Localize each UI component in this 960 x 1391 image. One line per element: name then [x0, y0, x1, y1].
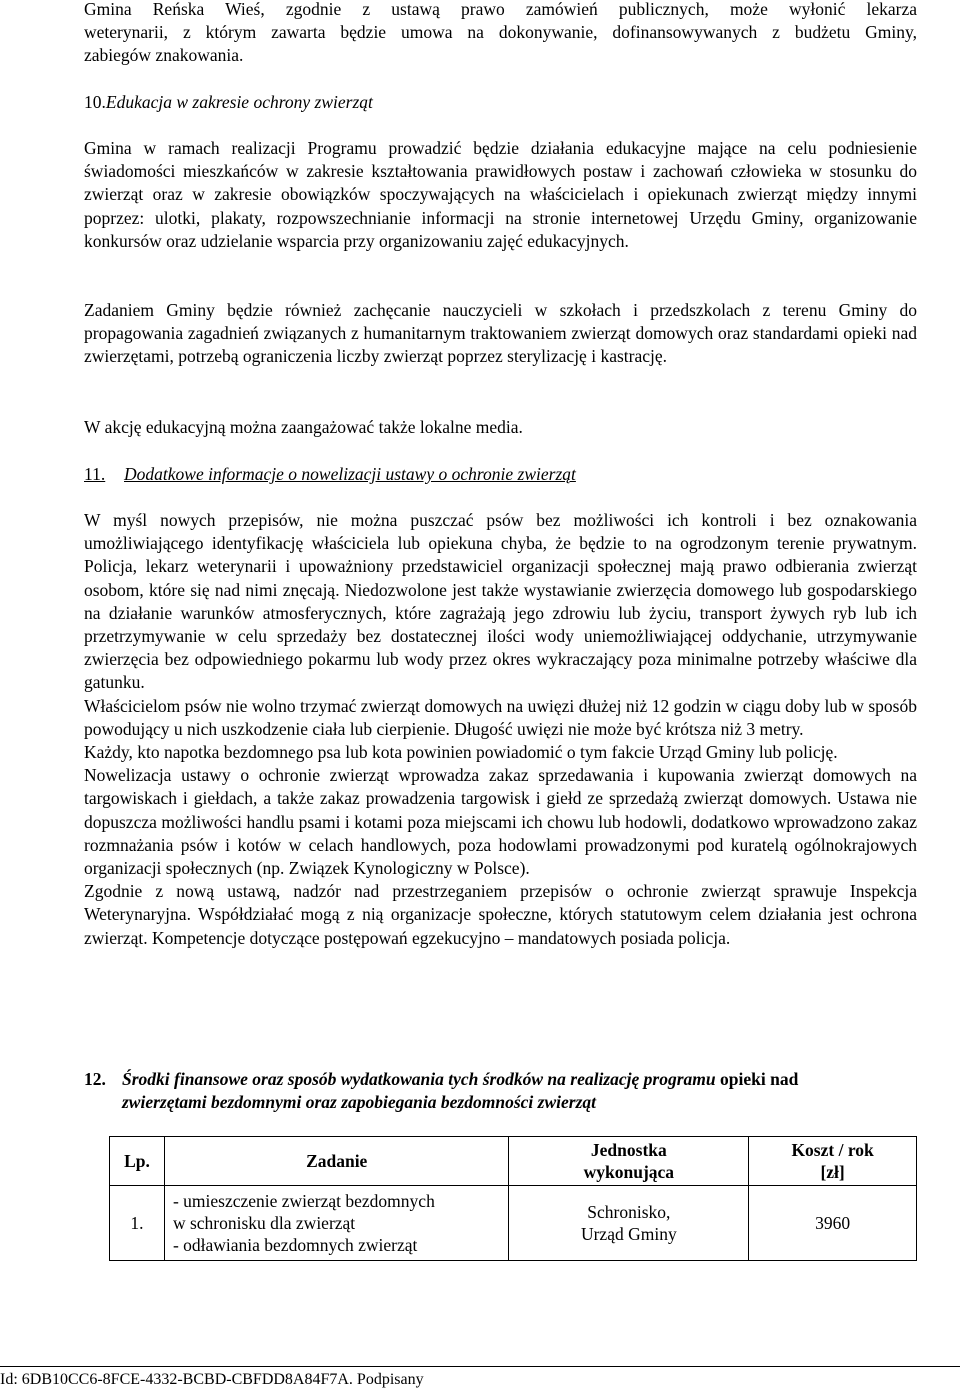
section-10-paragraph-3: W akcję edukacyjną można zaangażować także lokalne media. [84, 417, 523, 437]
footer-signature-id: Id: 6DB10CC6-8FCE-4332-BCBD-CBFDD8A84F7A. Podpisany [0, 1371, 424, 1388]
row-unit-line-1: Schronisko, [587, 1202, 671, 1222]
table-row [110, 1186, 917, 1261]
row-task-line-1: - umieszczenie zwierząt bezdomnych [172, 1191, 435, 1211]
row-lp: 1. [110, 1186, 165, 1261]
section-11-paragraph-1: W myśl nowych przepisów, nie można puszczać psów bez możliwości ich kontroli i bez oznakowania umożliwiającego identyfikację właściciela lub opiekuna chyba, że będzie to na ogrodzonym terenie prywatnym. Policja, lekarz weterynarii i upoważniony przedstawiciel organizacji społecznej mają prawo odbierania zwierząt osobom, które się nad nimi znęcają. Niedozwolone jest także wystawianie zwierzęcia domowego lub gospodarskiego na działanie warunków atmosferycznych, które zagrażają jego zdrowiu lub życiu, transport żywych ryb lub ich przetrzymywanie w celu sprzedaży bez dostatecznej ilości wody uniemożliwiającej oddychanie, utrzymywanie zwierzęcia bez odpowiedniego pokarmu lub wody przez okres wykraczający poza minimalne potrzeby właściwe dla gatunku. [84, 510, 917, 693]
section-11-paragraph-5: Zgodnie z nową ustawą, nadzór nad przestrzeganiem przepisów o ochronie zwierząt sprawuje Inspekcja Weterynaryjna. Współdziałać mogą z nią organizacje społeczne, których statutowym celem działania jest ochrona zwierząt. Kompetencje dotyczące postępowań egzekucyjno – mandatowych posiada policja. [84, 881, 917, 948]
section-11-paragraph-3: Każdy, kto napotka bezdomnego psa lub kota powinien powiadomić o tym fakcie Urząd Gminy lub policję. [84, 742, 838, 763]
section-12-number: 12. [84, 1069, 106, 1089]
section-10-title: Edukacja w zakresie ochrony zwierząt [105, 92, 373, 112]
section-12-title-italic: Środki finansowe oraz sposób wydatkowania tych środków na realizację programu [122, 1069, 716, 1089]
footer-divider [0, 1366, 960, 1367]
section-11-paragraph-4: Nowelizacja ustawy o ochronie zwierząt wprowadza zakaz sprzedawania i kupowania zwierząt domowych na targowiskach i giełdach, a także zakaz prowadzenia targowisk i giełd ze sprzedażą zwierząt domowych. Ustawa nie dopuszcza możliwości handlu psami i kotami poza miejscami ich chowu lub hodowli, dodatkowo wprowadzono zakaz rozmnażania psów i kotów w celach handlowych, poza hodowlami prowadzonymi pod kuratelą ogólnokrajowych organizacji społecznych (np. Związek Kynologiczny w Polsce). [84, 765, 917, 879]
header-jednostka-line-1: Jednostka [590, 1140, 667, 1160]
row-unit [509, 1186, 749, 1261]
section-10-number: 10. [84, 92, 106, 112]
header-koszt-line-1: Koszt / rok [791, 1140, 874, 1160]
header-koszt-line-2: [zł] [820, 1162, 845, 1182]
row-task [164, 1186, 509, 1261]
budget-table [109, 1136, 917, 1261]
header-lp: Lp. [110, 1137, 165, 1186]
section-11-title: Dodatkowe informacje o nowelizacji ustawy o ochronie zwierząt [124, 464, 576, 484]
header-zadanie: Zadanie [164, 1137, 509, 1186]
intro-line-3: zabiegów znakowania. [84, 45, 244, 66]
section-12-title-plain: opieki nad [715, 1069, 799, 1089]
row-task-line-3: - odławiania bezdomnych zwierząt [172, 1235, 418, 1255]
row-cost: 3960 [749, 1186, 917, 1261]
row-task-line-2: w schronisku dla zwierząt [172, 1213, 356, 1233]
row-unit-line-2: Urząd Gminy [580, 1224, 677, 1244]
section-11-number: 11. [84, 464, 106, 484]
section-12-title-line-2: zwierzętami bezdomnymi oraz zapobiegania bezdomności zwierząt [122, 1092, 596, 1113]
section-11-heading [84, 463, 576, 486]
header-jednostka-line-2: wykonująca [583, 1162, 675, 1182]
section-11-paragraph-2: Właścicielom psów nie wolno trzymać zwierząt domowych na uwięzi dłużej niż 12 godzin w ciągu doby lub w sposób powodujący u nich uszkodzenie ciała lub cierpienie. Długość uwięzi nie może być krótsza niż 3 metry. [84, 695, 917, 739]
header-jednostka [509, 1137, 749, 1186]
section-10-paragraph-2: Zadaniem Gminy będzie również zachęcanie nauczycieli w szkołach i przedszkolach z terenu Gminy do propagowania zagadnień związanych z humanitarnym traktowaniem zwierząt domowych oraz standardami opieki nad zwierzętami, potrzebą ograniczenia liczby zwierząt poprzez sterylizację i kastrację. [84, 300, 917, 367]
intro-paragraph [84, 0, 917, 68]
section-11-body [84, 509, 917, 950]
intro-line-2: weterynarii, z którym zawarta będzie umowa na dokonywanie, dofinansowywanych z budżetu Gminy, [84, 22, 917, 43]
header-koszt [749, 1137, 917, 1186]
section-10-heading [84, 91, 373, 114]
section-12-heading [84, 1068, 917, 1114]
section-10-paragraph-1: Gmina w ramach realizacji Programu prowadzić będzie działania edukacyjne mające na celu podniesienie świadomości mieszkańców w zakresie kształtowania prawidłowych postaw i zachowań człowieka w stosunku do zwierząt oraz w zakresie obowiązków spoczywających na właścicielach i opiekunach zwierząt między innymi poprzez: ulotki, plakaty, rozpowszechnianie informacji na stronie internetowej Urzędu Gminy, organizowanie konkursów oraz udzielanie wsparcia przy organizowaniu zajęć edukacyjnych. [84, 138, 917, 251]
table-header-row [110, 1137, 917, 1186]
intro-line-1: Gmina Reńska Wieś, zgodnie z ustawą prawo zamówień publicznych, może wyłonić lekarza [84, 0, 917, 19]
